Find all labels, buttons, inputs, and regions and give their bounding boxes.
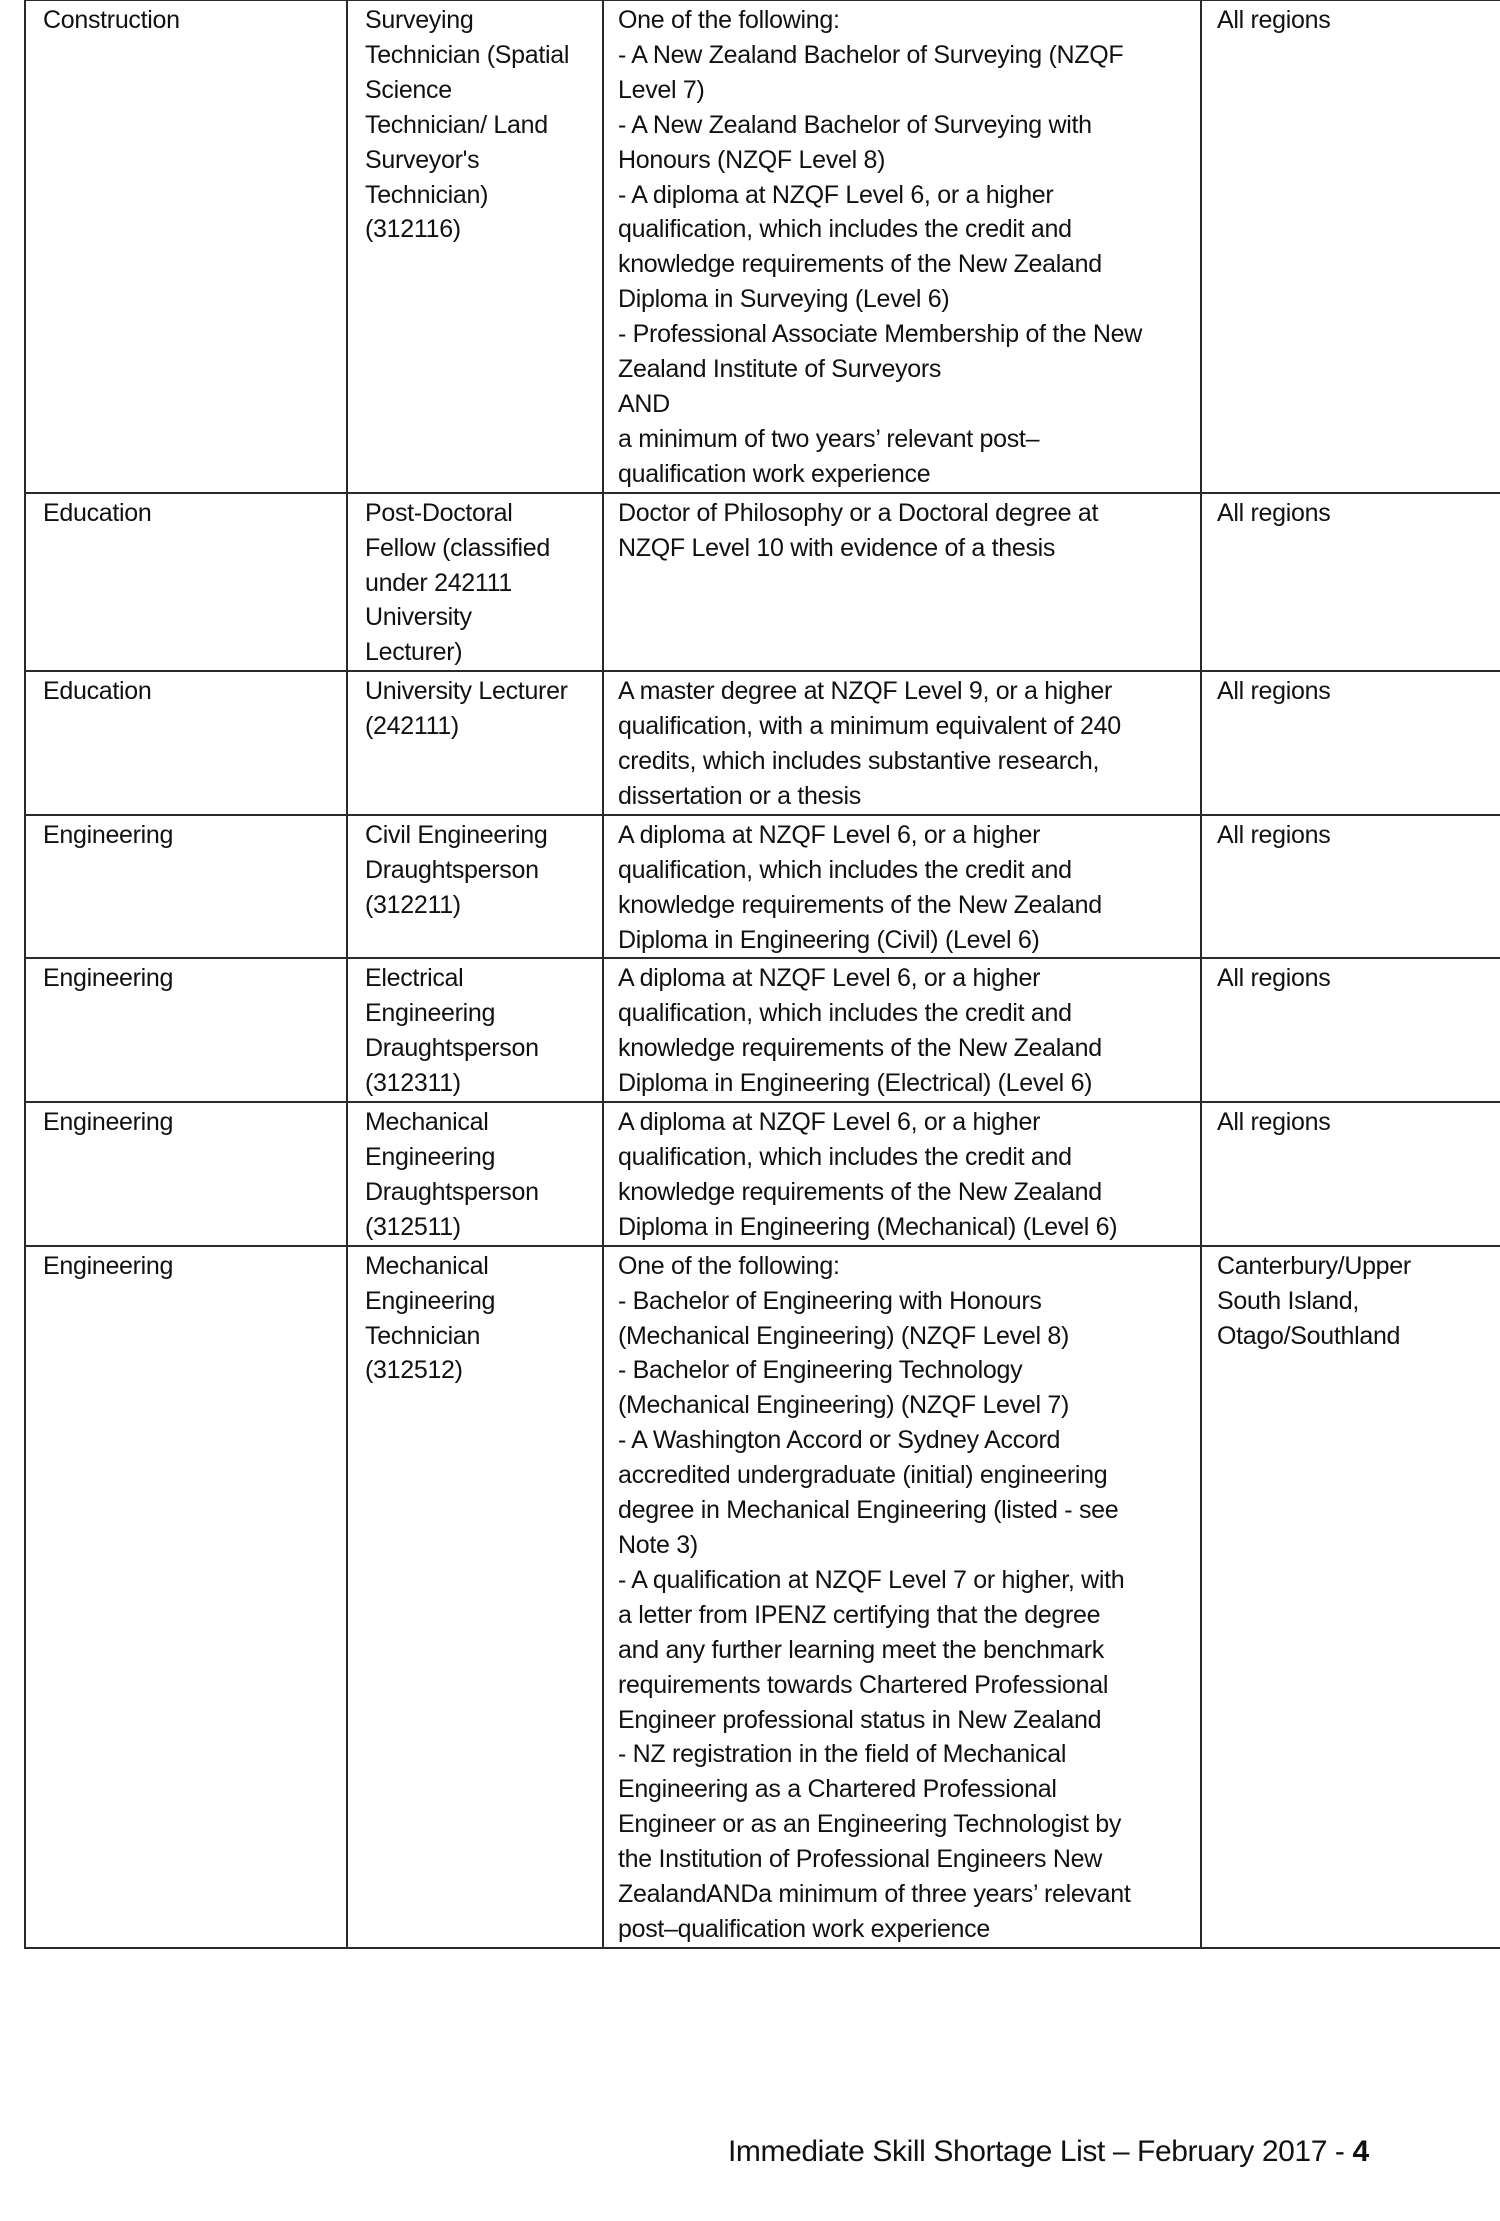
- occupation-cell: [347, 1246, 603, 1948]
- qualification-line: Diploma in Engineering (Civil) (Level 6): [618, 925, 1040, 954]
- qualification-line: - A diploma at NZQF Level 6, or a higher: [618, 180, 1054, 209]
- sector-text: Engineering: [43, 964, 174, 993]
- sector-text: Education: [43, 677, 152, 706]
- region-cell: [1201, 958, 1500, 1102]
- qualification-line: NZQF Level 10 with evidence of a thesis: [618, 533, 1056, 562]
- qualification-line: One of the following:: [618, 1251, 840, 1280]
- region-cell: [1201, 1246, 1500, 1948]
- qualification-line: post–qualification work experience: [618, 1914, 990, 1943]
- qualification-line: qualification, which includes the credit and: [618, 999, 1072, 1028]
- qualification-line: degree in Mechanical Engineering (listed - see: [618, 1496, 1119, 1525]
- qualification-line: qualification work experience: [618, 459, 931, 488]
- region-line: Otago/Southland: [1217, 1321, 1401, 1350]
- qualification-line: Doctor of Philosophy or a Doctoral degree at: [618, 498, 1099, 527]
- qualification-line: knowledge requirements of the New Zealand: [618, 890, 1102, 919]
- qualification-line: Diploma in Engineering (Mechanical) (Level 6): [618, 1212, 1118, 1241]
- qualification-line: (Mechanical Engineering) (NZQF Level 8): [618, 1321, 1069, 1350]
- occupation-line: Post-Doctoral: [365, 498, 513, 527]
- qualification-line: and any further learning meet the benchmark: [618, 1635, 1105, 1664]
- occupation-line: (312116): [365, 215, 461, 244]
- qualification-line: Level 7): [618, 75, 705, 104]
- occupation-line: Civil Engineering: [365, 820, 548, 849]
- footer-title: Immediate Skill Shortage List – February 2017 -: [728, 2135, 1353, 2168]
- occupation-cell: [347, 815, 603, 959]
- qualification-line: qualification, which includes the credit and: [618, 215, 1072, 244]
- qualification-line: - Professional Associate Membership of the New: [618, 320, 1142, 349]
- qualification-line: - A Washington Accord or Sydney Accord: [618, 1426, 1061, 1455]
- occupation-line: (242111): [365, 712, 459, 741]
- region-cell: [1201, 0, 1500, 493]
- qualification-line: qualification, which includes the credit and: [618, 1143, 1072, 1171]
- qualification-line: the Institution of Professional Engineers New: [618, 1845, 1102, 1874]
- occupation-line: Engineering: [365, 1286, 496, 1315]
- occupation-cell: [347, 493, 603, 672]
- occupation-cell: [347, 958, 603, 1102]
- region-cell: [1201, 815, 1500, 959]
- qualification-line: Honours (NZQF Level 8): [618, 145, 886, 174]
- region-line: All regions: [1217, 964, 1331, 993]
- qualification-line: - NZ registration in the field of Mechanical: [618, 1740, 1067, 1769]
- region-line: All regions: [1217, 820, 1331, 849]
- sector-cell: [25, 958, 347, 1102]
- qualification-line: (Mechanical Engineering) (NZQF Level 7): [618, 1391, 1069, 1420]
- sector-text: Engineering: [43, 820, 174, 849]
- qualification-line: a letter from IPENZ certifying that the degree: [618, 1600, 1101, 1629]
- occupation-line: Science: [365, 75, 452, 104]
- region-cell: [1201, 1102, 1500, 1246]
- occupation-line: Technician/ Land: [365, 110, 548, 139]
- qualification-line: requirements towards Chartered Professional: [618, 1670, 1109, 1699]
- occupation-line: (312211): [365, 890, 461, 919]
- qualification-line: - A New Zealand Bachelor of Surveying with: [618, 110, 1092, 139]
- qualification-line: - Bachelor of Engineering Technology: [618, 1356, 1023, 1385]
- region-line: Canterbury/Upper: [1217, 1251, 1411, 1280]
- qualification-line: Diploma in Surveying (Level 6): [618, 285, 950, 314]
- sector-cell: [25, 493, 347, 672]
- qualification-cell: [603, 1102, 1201, 1246]
- table-row: [25, 1246, 1500, 1948]
- qualification-line: - Bachelor of Engineering with Honours: [618, 1286, 1042, 1315]
- sector-cell: [25, 1102, 347, 1246]
- qualification-line: Diploma in Engineering (Electrical) (Level 6): [618, 1069, 1093, 1098]
- qualification-line: A diploma at NZQF Level 6, or a higher: [618, 820, 1041, 849]
- sector-cell: [25, 815, 347, 959]
- occupation-line: (312511): [365, 1212, 461, 1241]
- occupation-line: Engineering: [365, 1143, 496, 1171]
- qualification-line: One of the following:: [618, 6, 840, 34]
- sector-text: Engineering: [43, 1251, 174, 1280]
- table-row: [25, 815, 1500, 959]
- qualification-line: A diploma at NZQF Level 6, or a higher: [618, 1108, 1041, 1137]
- qualification-cell: [603, 815, 1201, 959]
- table-row: [25, 1102, 1500, 1246]
- sector-cell: [25, 0, 347, 493]
- occupation-cell: [347, 0, 603, 493]
- qualification-line: knowledge requirements of the New Zealand: [618, 1177, 1102, 1206]
- region-cell: [1201, 671, 1500, 815]
- occupation-line: Draughtsperson: [365, 1177, 539, 1206]
- qualification-cell: [603, 958, 1201, 1102]
- qualification-cell: [603, 671, 1201, 815]
- table-row: [25, 671, 1500, 815]
- occupation-line: (312512): [365, 1356, 463, 1385]
- occupation-line: under 242111: [365, 568, 512, 597]
- occupation-line: University: [365, 603, 472, 632]
- region-cell: [1201, 493, 1500, 672]
- occupation-line: Engineering: [365, 999, 496, 1028]
- qualification-line: Engineer professional status in New Zealand: [618, 1705, 1102, 1734]
- region-line: All regions: [1217, 498, 1331, 527]
- qualification-line: credits, which includes substantive research,: [618, 747, 1100, 776]
- qualification-line: A diploma at NZQF Level 6, or a higher: [618, 964, 1041, 993]
- occupation-line: Electrical: [365, 964, 464, 993]
- qualification-line: AND: [618, 389, 670, 418]
- qualification-line: knowledge requirements of the New Zealand: [618, 1034, 1102, 1063]
- sector-cell: [25, 671, 347, 815]
- occupation-line: Technician (Spatial: [365, 40, 570, 69]
- table-row: [25, 493, 1500, 672]
- skill-shortage-table: [24, 0, 1500, 1949]
- region-line: All regions: [1217, 677, 1331, 706]
- qualification-line: Zealand Institute of Surveyors: [618, 355, 942, 384]
- occupation-line: Lecturer): [365, 638, 463, 667]
- qualification-line: ZealandANDa minimum of three years’ relevant: [618, 1880, 1131, 1909]
- qualification-line: Engineer or as an Engineering Technologist by: [618, 1810, 1122, 1839]
- occupation-line: (312311): [365, 1069, 461, 1098]
- qualification-line: dissertation or a thesis: [618, 781, 861, 810]
- table-row: [25, 958, 1500, 1102]
- qualification-cell: [603, 493, 1201, 672]
- occupation-cell: [347, 671, 603, 815]
- qualification-line: - A qualification at NZQF Level 7 or higher, with: [618, 1565, 1125, 1594]
- occupation-cell: [347, 1102, 603, 1246]
- occupation-line: Fellow (classified: [365, 533, 550, 562]
- table-body: [25, 0, 1500, 1948]
- occupation-line: Mechanical: [365, 1108, 489, 1137]
- qualification-line: knowledge requirements of the New Zealand: [618, 250, 1102, 279]
- sector-text: Engineering: [43, 1108, 174, 1137]
- region-line: All regions: [1217, 1108, 1331, 1137]
- sector-text: Education: [43, 498, 152, 527]
- occupation-line: Technician): [365, 180, 489, 209]
- qualification-cell: [603, 1246, 1201, 1948]
- sector-text: Construction: [43, 6, 180, 34]
- occupation-line: Draughtsperson: [365, 1034, 539, 1063]
- region-line: South Island,: [1217, 1286, 1360, 1315]
- occupation-line: Technician: [365, 1321, 481, 1350]
- region-line: All regions: [1217, 6, 1331, 34]
- page-number: 4: [1352, 2135, 1369, 2168]
- occupation-line: Mechanical: [365, 1251, 489, 1280]
- occupation-line: Surveyor's: [365, 145, 480, 174]
- qualification-cell: [603, 0, 1201, 493]
- table-row: [25, 0, 1500, 493]
- occupation-line: University Lecturer: [365, 677, 568, 706]
- qualification-line: a minimum of two years’ relevant post–: [618, 424, 1040, 453]
- qualification-line: accredited undergraduate (initial) engineering: [618, 1461, 1108, 1490]
- qualification-line: A master degree at NZQF Level 9, or a higher: [618, 677, 1112, 706]
- occupation-line: Surveying: [365, 6, 474, 34]
- qualification-line: qualification, which includes the credit and: [618, 855, 1072, 884]
- qualification-line: Engineering as a Chartered Professional: [618, 1775, 1057, 1804]
- sector-cell: [25, 1246, 347, 1948]
- page-footer: [728, 2132, 1369, 2172]
- occupation-line: Draughtsperson: [365, 855, 539, 884]
- qualification-line: - A New Zealand Bachelor of Surveying (NZQF: [618, 40, 1124, 69]
- qualification-line: Note 3): [618, 1530, 698, 1559]
- qualification-line: qualification, with a minimum equivalent of 240: [618, 712, 1121, 741]
